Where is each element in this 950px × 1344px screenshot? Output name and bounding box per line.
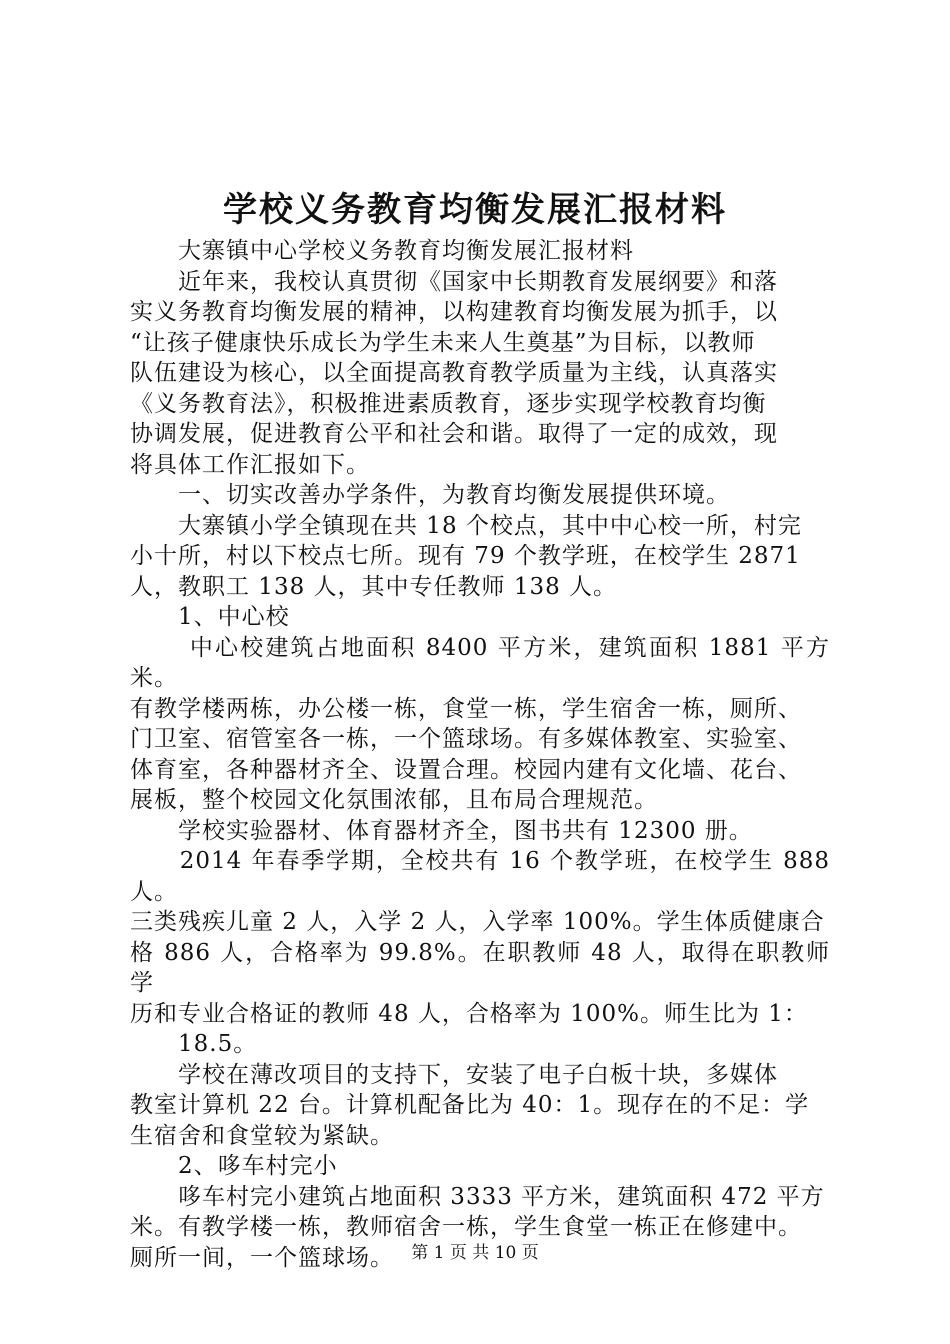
text-line: 大寨镇中心学校义务教育均衡发展汇报材料	[130, 238, 634, 264]
paragraph	[130, 602, 830, 633]
text-line: 米。有教学楼一栋，教师宿舍一栋，学生食堂一栋正在修建中。	[130, 1214, 802, 1240]
text-line: 将具体工作汇报如下。	[130, 451, 370, 478]
text-line: 厕所一间，一个篮球场。	[130, 1244, 394, 1271]
text-line: 格 886 人，合格率为 99.8%。在职教师 48 人，取得在职教师学	[130, 939, 830, 996]
text-line: 学校在薄改项目的支持下，安装了电子白板十块，多媒体	[130, 1061, 778, 1088]
paragraph	[130, 267, 830, 481]
text-line: 中心校建筑占地面积 8400 平方米，建筑面积 1881 平方米。	[130, 634, 830, 691]
text-line: 体育室，各种器材齐全、设置合理。校园内建有文化墙、花台、	[130, 756, 802, 783]
text-line: 哆车村完小建筑占地面积 3333 平方米，建筑面积 472 平方	[130, 1183, 825, 1210]
paragraph	[130, 633, 830, 816]
text-line: 一、切实改善办学条件，为教育均衡发展提供环境。	[130, 482, 730, 508]
text-line: 《义务教育法》，积极推进素质教育，逐步实现学校教育均衡	[130, 390, 767, 417]
text-line: 队伍建设为核心，以全面提高教育教学质量为主线，认真落实	[130, 360, 778, 386]
text-line: 协调发展，促进教育公平和社会和谐。取得了一定的成效，现	[130, 421, 778, 447]
text-line: 18.5。	[130, 1031, 258, 1057]
text-line: 教室计算机 22 台。计算机配备比为 40：1。现存在的不足：学	[130, 1092, 810, 1118]
paragraph	[130, 846, 830, 1060]
text-line: 2014 年春季学期，全校共有 16 个教学班，在校学生 888 人。	[130, 848, 830, 905]
text-line: 2、哆车村完小	[130, 1153, 338, 1179]
paragraph	[130, 511, 830, 603]
page-footer: 第 1 页 共 10 页	[411, 1243, 539, 1263]
document-body	[130, 236, 830, 1273]
paragraph	[130, 480, 830, 511]
text-line: 大寨镇小学全镇现在共 18 个校点，其中中心校一所，村完	[130, 512, 802, 539]
paragraph	[130, 236, 830, 267]
text-line: 人，教职工 138 人，其中专任教师 138 人。	[130, 573, 618, 600]
text-line: 近年来，我校认真贯彻《国家中长期教育发展纲要》和落	[130, 268, 778, 295]
paragraph	[130, 1060, 830, 1152]
document-title: 学校义务教育均衡发展汇报材料	[223, 190, 727, 230]
text-line: 1、中心校	[130, 604, 290, 630]
text-line: 生宿舍和食堂较为紧缺。	[130, 1122, 394, 1149]
text-line: 历和专业合格证的教师 48 人，合格率为 100%。师生比为 1：	[130, 1000, 808, 1027]
text-line: 小十所，村以下校点七所。现有 79 个教学班，在校学生 2871	[130, 543, 801, 569]
text-line: 实义务教育均衡发展的精神，以构建教育均衡发展为抓手，以	[130, 299, 778, 325]
text-line: 学校实验器材、体育器材齐全，图书共有 12300 册。	[130, 817, 753, 844]
paragraph	[130, 816, 830, 847]
paragraph	[130, 1151, 830, 1182]
text-line: 有教学楼两栋，办公楼一栋，食堂一栋，学生宿舍一栋，厕所、	[130, 695, 802, 722]
text-line: “让孩子健康快乐成长为学生未来人生奠基”为目标，以教师	[130, 329, 756, 356]
text-line: 展板，整个校园文化氛围浓郁，且布局合理规范。	[130, 787, 658, 813]
text-line: 门卫室、宿管室各一栋，一个篮球场。有多媒体教室、实验室、	[130, 726, 802, 752]
text-line: 三类残疾儿童 2 人，入学 2 人，入学率 100%。学生体质健康合	[130, 909, 825, 935]
